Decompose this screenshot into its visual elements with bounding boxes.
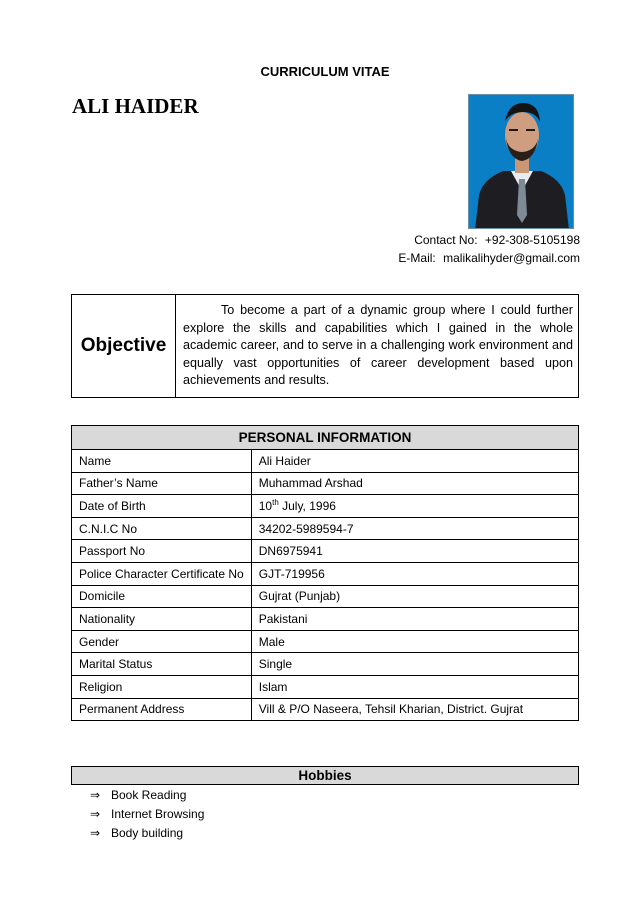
row-key: Marital Status <box>72 653 252 676</box>
row-key: Permanent Address <box>72 698 252 721</box>
dob-ordinal-suffix: th <box>272 498 279 508</box>
objective-text-content: To become a part of a dynamic group where I could further explore the skills and capabilities which I gained in the whole academic career, and to serve in a challenging work environment and equally vast opportunities of career development based upon achievements and results. <box>183 303 573 388</box>
row-key: Passport No <box>72 540 252 563</box>
row-value <box>251 495 578 518</box>
row-value: Ali Haider <box>251 450 578 473</box>
table-row <box>72 562 579 585</box>
contact-phone-line <box>390 233 580 247</box>
row-key: Nationality <box>72 608 252 631</box>
row-value: Pakistani <box>251 608 578 631</box>
hobby-label: Body building <box>111 826 184 840</box>
document-title: CURRICULUM VITAE <box>260 64 390 79</box>
dob-month-year: July, 1996 <box>278 499 336 514</box>
row-key: Gender <box>72 630 252 653</box>
row-value: Islam <box>251 675 578 698</box>
row-key: Name <box>72 450 252 473</box>
hobby-label: Internet Browsing <box>111 807 205 821</box>
dob-day: 10 <box>258 499 273 514</box>
row-key: C.N.I.C No <box>72 517 252 540</box>
row-key: Domicile <box>72 585 252 608</box>
hobbies-list <box>90 786 204 843</box>
personal-information-table <box>71 425 579 721</box>
list-item <box>90 786 204 805</box>
row-value: Single <box>251 653 578 676</box>
row-value: DN6975941 <box>251 540 578 563</box>
row-value: 34202-5989594-7 <box>251 517 578 540</box>
objective-label: Objective <box>72 295 176 397</box>
candidate-name: ALI HAIDER <box>72 94 199 118</box>
table-row <box>72 472 579 495</box>
row-key: Religion <box>72 675 252 698</box>
contact-phone-value: +92-308-5105198 <box>484 233 580 247</box>
right-double-arrow-icon: ⇒ <box>90 807 101 821</box>
contact-email-label: E-Mail: <box>398 251 436 265</box>
objective-text <box>176 295 578 397</box>
contact-email-line <box>390 251 580 265</box>
objective-box <box>71 294 579 398</box>
row-key: Father’s Name <box>72 472 252 495</box>
list-item <box>90 805 204 824</box>
row-value: GJT-719956 <box>251 562 578 585</box>
table-row <box>72 585 579 608</box>
row-key: Police Character Certificate No <box>72 562 252 585</box>
list-item <box>90 824 204 843</box>
row-value: Vill & P/O Naseera, Tehsil Kharian, District. Gujrat <box>251 698 578 721</box>
profile-photo <box>468 94 574 229</box>
table-row <box>72 698 579 721</box>
row-value: Muhammad Arshad <box>251 472 578 495</box>
table-row <box>72 450 579 473</box>
profile-photo-illustration <box>469 95 574 229</box>
hobbies-header: Hobbies <box>71 766 579 785</box>
table-row <box>72 608 579 631</box>
contact-phone-label: Contact No: <box>414 233 478 247</box>
table-row <box>72 630 579 653</box>
row-value: Male <box>251 630 578 653</box>
personal-information-header-row <box>72 426 579 450</box>
contact-email-value[interactable]: malikalihyder@gmail.com <box>443 251 580 265</box>
right-double-arrow-icon: ⇒ <box>90 826 101 840</box>
row-value: Gujrat (Punjab) <box>251 585 578 608</box>
table-row <box>72 675 579 698</box>
hobby-label: Book Reading <box>111 788 187 802</box>
personal-information-title: PERSONAL INFORMATION <box>72 426 579 450</box>
table-row <box>72 540 579 563</box>
table-row <box>72 653 579 676</box>
table-row <box>72 495 579 518</box>
right-double-arrow-icon: ⇒ <box>90 788 101 802</box>
row-key: Date of Birth <box>72 495 252 518</box>
table-row <box>72 517 579 540</box>
